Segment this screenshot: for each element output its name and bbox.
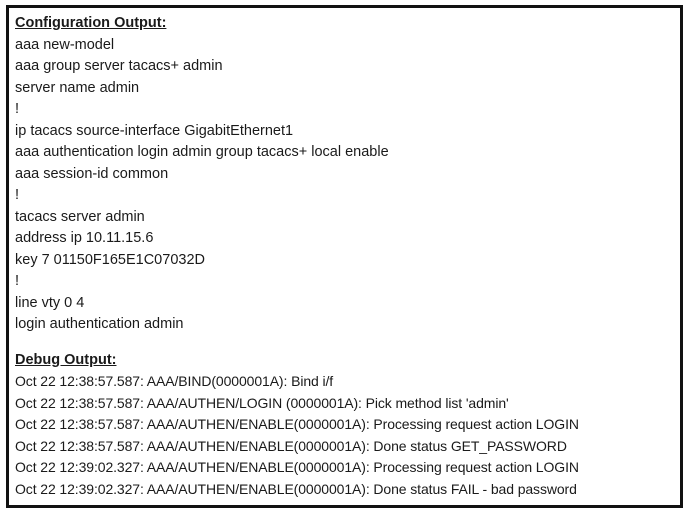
config-line: ip tacacs source-interface GigabitEthernet1: [15, 122, 294, 139]
config-line: !: [15, 101, 20, 117]
config-line: key 7 01150F165E1C07032D: [15, 251, 205, 268]
config-line: tacacs server admin: [15, 208, 145, 225]
debug-line: Oct 22 12:39:02.327: AAA/AUTHEN/ENABLE(0000001A): Processing request action LOGIN: [15, 459, 579, 475]
debug-line: Oct 22 12:38:57.587: AAA/AUTHEN/ENABLE(0000001A): Processing request action LOGIN: [15, 416, 579, 432]
debug-line: Oct 22 12:39:02.327: AAA/AUTHEN/ENABLE(0000001A): Done status FAIL - bad password: [15, 480, 577, 497]
config-line: !: [15, 187, 20, 203]
debug-line: Oct 22 12:38:57.587: AAA/AUTHEN/ENABLE(0000001A): Done status GET_PASSWORD: [15, 437, 567, 454]
debug-line: Oct 22 12:38:57.587: AAA/AUTHEN/LOGIN (0000001A): Pick method list 'admin': [15, 394, 509, 411]
config-line: !: [15, 273, 20, 289]
section-spacer: [15, 336, 680, 350]
debug-line: Oct 22 12:38:57.587: AAA/BIND(0000001A): Bind i/f: [15, 373, 334, 389]
config-line: aaa group server tacacs+ admin: [15, 58, 223, 74]
configuration-output-block: [15, 35, 680, 336]
debug-output-block: [15, 371, 680, 500]
config-line: aaa authentication login admin group tacacs+ local enable: [15, 144, 389, 160]
configuration-output-title: Configuration Output:: [15, 15, 167, 31]
config-line: address ip 10.11.15.6: [15, 230, 154, 246]
config-line: aaa new-model: [15, 36, 115, 53]
output-panel: [6, 5, 683, 508]
config-line: aaa session-id common: [15, 165, 169, 182]
debug-output-title: Debug Output:: [15, 351, 117, 368]
config-line: server name admin: [15, 79, 140, 96]
config-line: line vty 0 4: [15, 294, 85, 311]
config-line: login authentication admin: [15, 316, 184, 332]
